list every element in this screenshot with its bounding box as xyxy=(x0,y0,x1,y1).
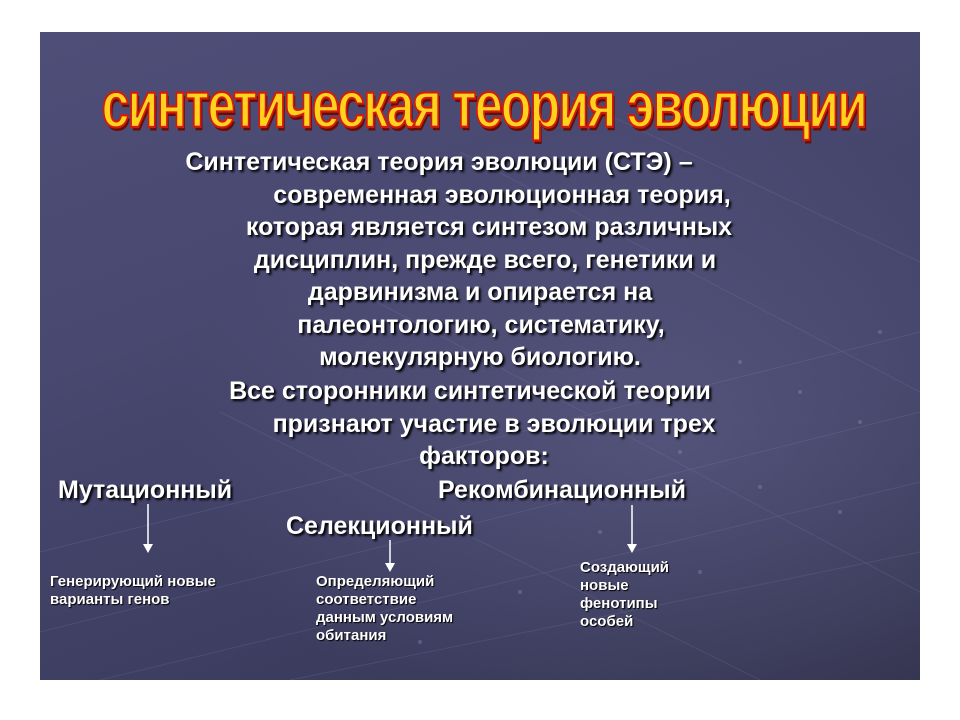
definition-line: палеонтологию, систематику, xyxy=(297,310,665,339)
factor-mutational: Мутационный xyxy=(58,476,233,504)
slide-title: синтетическая теория эволюции xyxy=(101,68,867,142)
definition-line: дисциплин, прежде всего, генетики и xyxy=(253,245,717,274)
description-line: Генерирующий новые xyxy=(50,573,216,590)
factor-selective: Селекционный xyxy=(286,512,473,540)
description-line: особей xyxy=(580,613,634,630)
description-line: обитания xyxy=(316,627,387,644)
supporters-line: Все сторонники синтетической теории xyxy=(229,377,711,405)
arrow-down-icon xyxy=(385,540,395,572)
description-line: Определяющий xyxy=(316,573,435,590)
slide xyxy=(40,32,920,680)
definition-line: современная эволюционная теория, xyxy=(273,180,731,209)
description-line: новые xyxy=(580,577,629,594)
description-line: соответствие xyxy=(316,591,417,608)
description-recombinational xyxy=(580,559,669,631)
description-line: фенотипы xyxy=(580,595,658,612)
supporters-line: признают участие в эволюции трех xyxy=(272,409,716,438)
arrow-down-icon xyxy=(627,505,637,553)
definition-line: дарвинизма и опирается на xyxy=(307,278,653,306)
definition-line: молекулярную биологию. xyxy=(319,343,641,371)
factor-recombinational: Рекомбинационный xyxy=(438,476,686,504)
description-mutational xyxy=(50,573,216,609)
description-selective xyxy=(316,573,453,645)
description-line: варианты генов xyxy=(50,591,170,608)
arrow-down-icon xyxy=(143,504,153,553)
definition-line: которая является синтезом различных xyxy=(245,213,733,241)
definition-line: Синтетическая теория эволюции (СТЭ) – xyxy=(185,148,693,176)
description-line: данным условиям xyxy=(316,609,454,626)
supporters-line: факторов: xyxy=(419,442,549,470)
description-line: Создающий xyxy=(580,559,670,576)
